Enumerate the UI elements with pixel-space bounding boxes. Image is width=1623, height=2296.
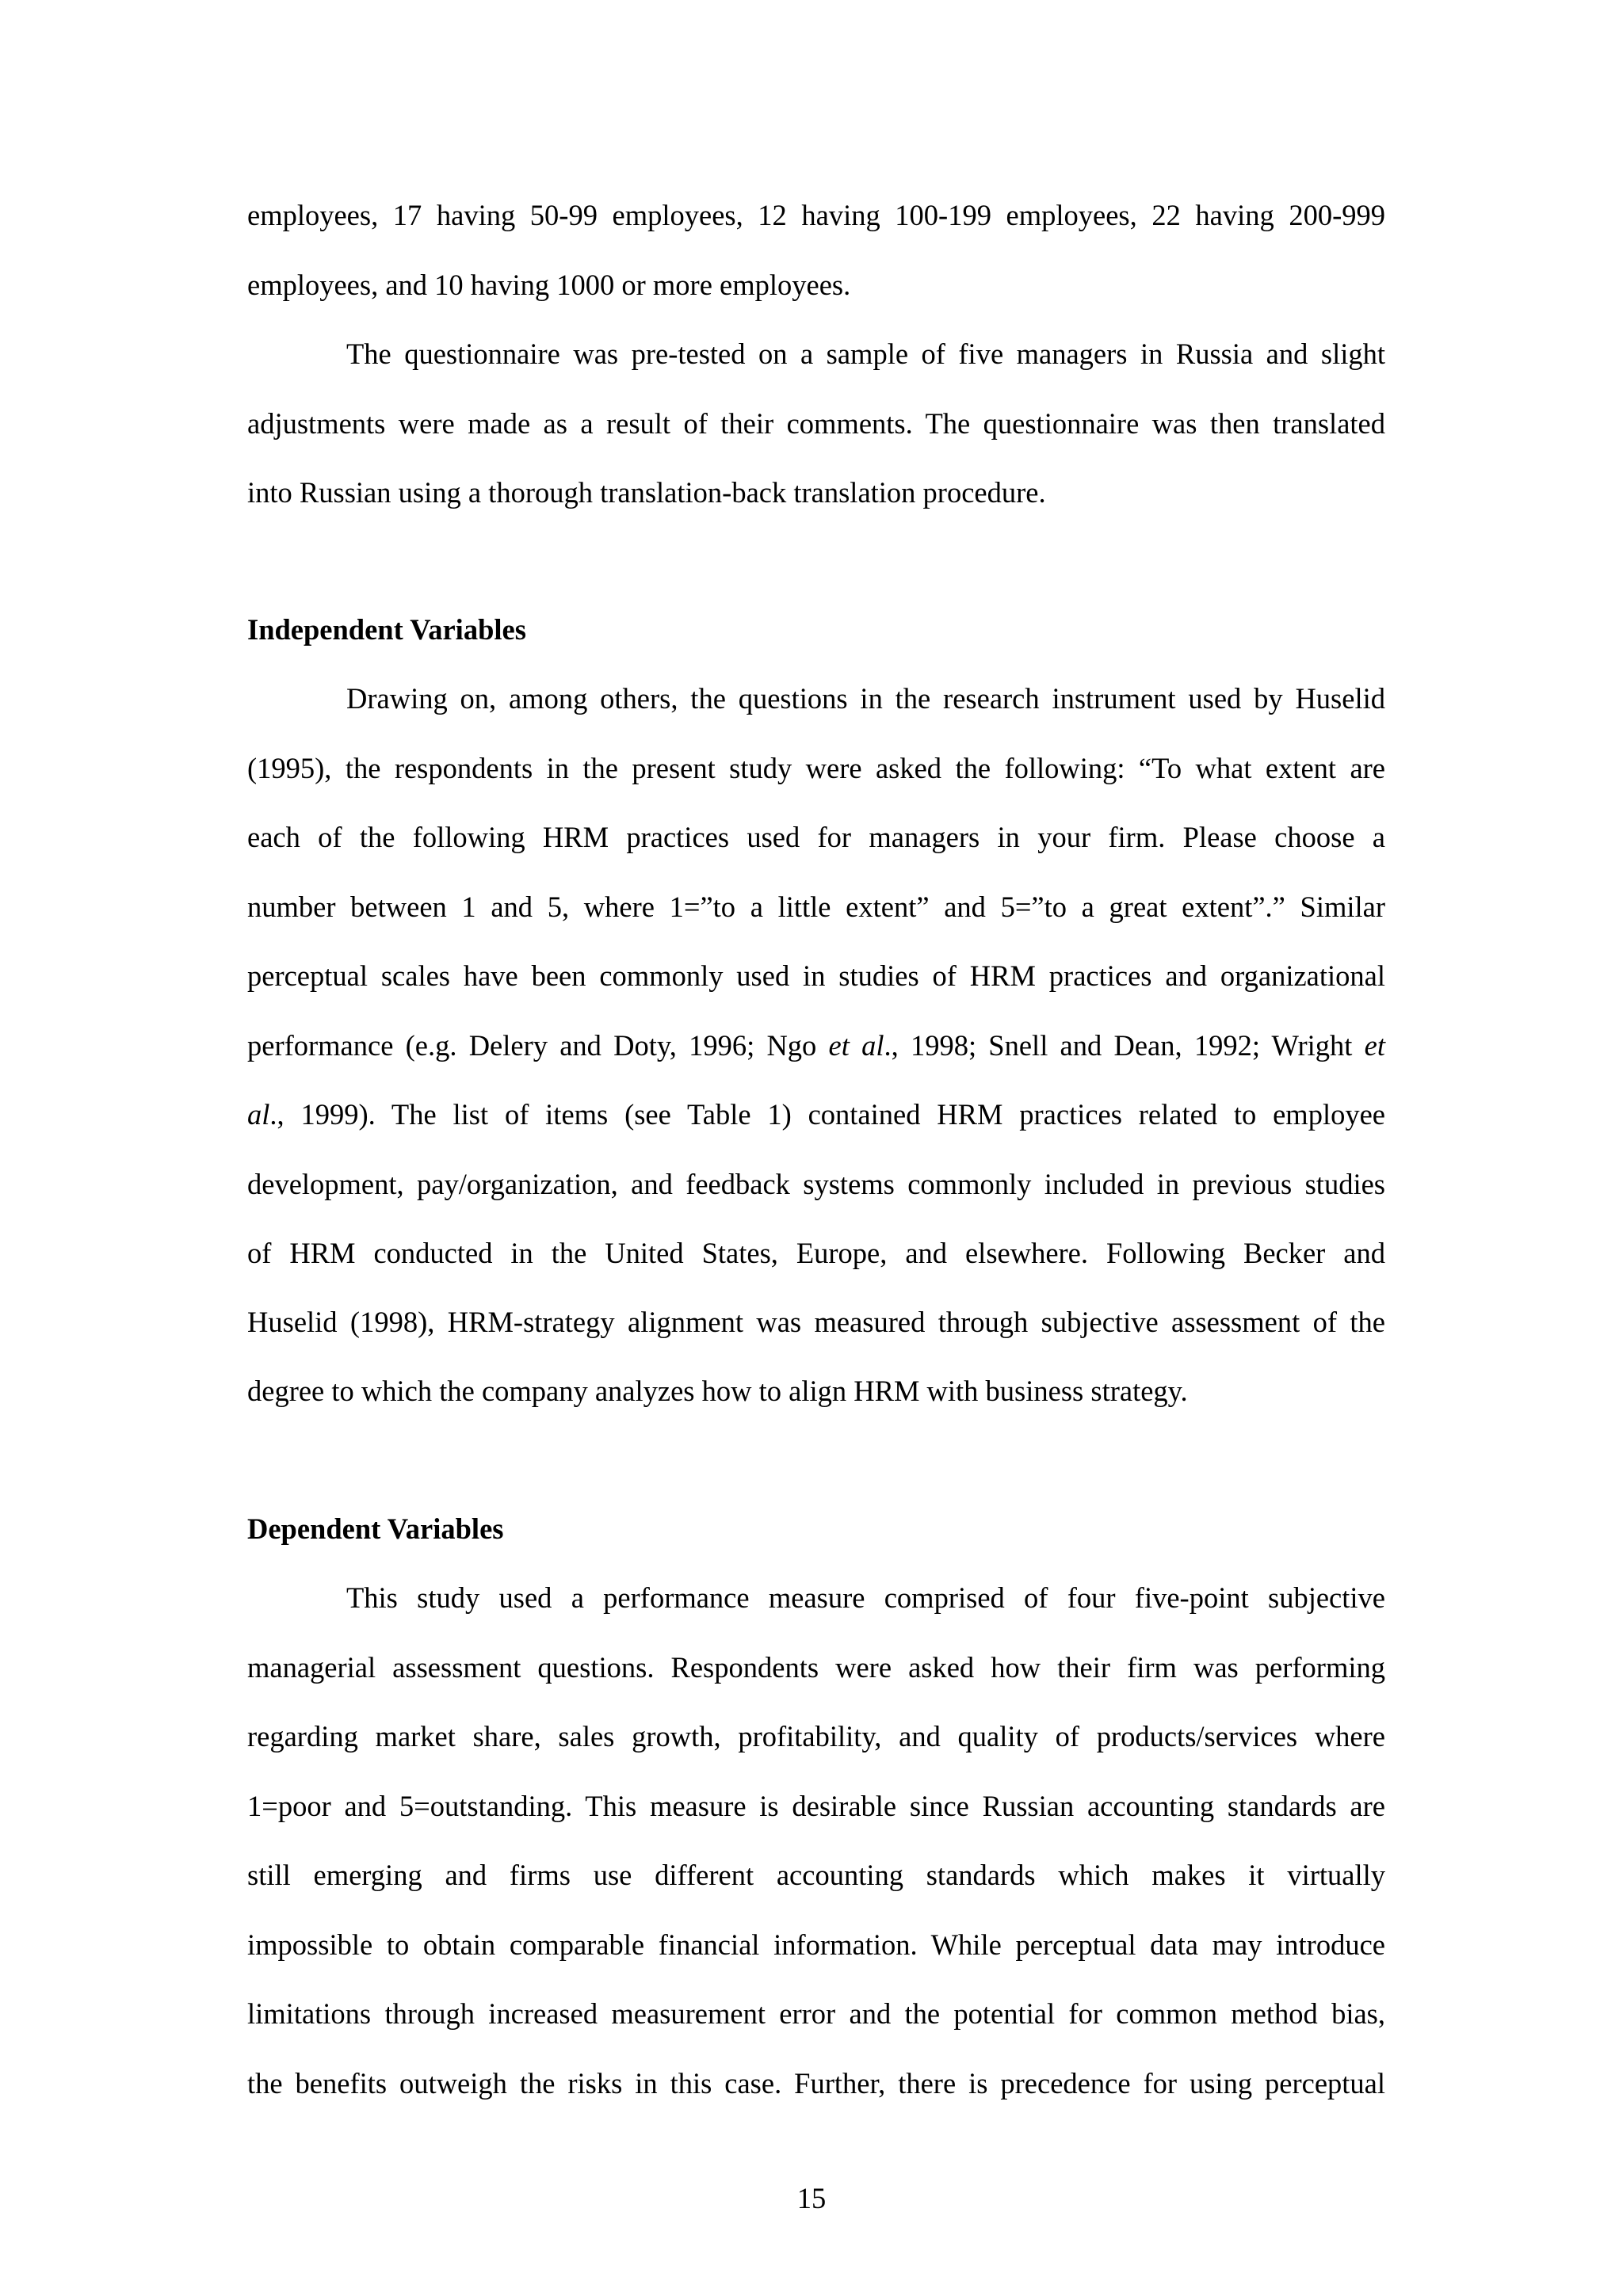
body-text-line: This study used a performance measure comprised of four five-point subjective bbox=[346, 1581, 1385, 1614]
section-heading-independent-variables: Independent Variables bbox=[247, 613, 526, 646]
body-text-line: each of the following HRM practices used for managers in your firm. Please choose a bbox=[247, 821, 1385, 853]
body-text-line: employees, and 10 having 1000 or more employees. bbox=[247, 269, 851, 301]
body-text-line: perceptual scales have been commonly used in studies of HRM practices and organizational bbox=[247, 959, 1385, 992]
body-text-line bbox=[247, 1097, 1385, 1132]
body-text-line: regarding market share, sales growth, profitability, and quality of products/services where bbox=[247, 1720, 1385, 1753]
text-run: performance (e.g. Delery and Doty, 1996; Ngo bbox=[247, 1029, 829, 1062]
italic-text-run: al bbox=[247, 1098, 270, 1131]
body-text-line: number between 1 and 5, where 1=”to a little extent” and 5=”to a great extent”.” Similar bbox=[247, 891, 1385, 923]
body-text-line: The questionnaire was pre-tested on a sample of five managers in Russia and slight bbox=[346, 338, 1385, 370]
body-text-line: of HRM conducted in the United States, Europe, and elsewhere. Following Becker and bbox=[247, 1237, 1385, 1269]
body-text-line: the benefits outweigh the risks in this case. Further, there is precedence for using perceptual bbox=[247, 2067, 1385, 2100]
body-text-line: managerial assessment questions. Respondents were asked how their firm was performing bbox=[247, 1651, 1385, 1684]
body-text-line bbox=[247, 1028, 1385, 1063]
body-text-line: (1995), the respondents in the present study were asked the following: “To what extent are bbox=[247, 752, 1385, 784]
text-run: ., 1999). The list of items (see Table 1) contained HRM practices related to employee bbox=[269, 1098, 1385, 1131]
italic-text-run: et al bbox=[828, 1029, 884, 1062]
body-text-line: Huselid (1998), HRM-strategy alignment was measured through subjective assessment of the bbox=[247, 1306, 1385, 1338]
body-text-line: development, pay/organization, and feedback systems commonly included in previous studies bbox=[247, 1168, 1385, 1200]
body-text-line: limitations through increased measurement error and the potential for common method bias, bbox=[247, 1997, 1385, 2030]
body-text-line: employees, 17 having 50-99 employees, 12 having 100-199 employees, 22 having 200-999 bbox=[247, 199, 1385, 231]
page-number: 15 bbox=[796, 2182, 827, 2214]
body-text-line: still emerging and firms use different accounting standards which makes it virtually bbox=[247, 1859, 1385, 1891]
section-heading-dependent-variables: Dependent Variables bbox=[247, 1512, 504, 1545]
body-text-line: adjustments were made as a result of their comments. The questionnaire was then translated bbox=[247, 407, 1385, 440]
body-text-line: into Russian using a thorough translation-back translation procedure. bbox=[247, 476, 1046, 509]
body-text-line: degree to which the company analyzes how to align HRM with business strategy. bbox=[247, 1375, 1188, 1407]
body-text-line: 1=poor and 5=outstanding. This measure is desirable since Russian accounting standards are bbox=[247, 1790, 1385, 1822]
italic-text-run: et bbox=[1364, 1029, 1385, 1062]
body-text-line: impossible to obtain comparable financial information. While perceptual data may introduce bbox=[247, 1928, 1385, 1961]
text-run: ., 1998; Snell and Dean, 1992; Wright bbox=[884, 1029, 1365, 1062]
body-text-line: Drawing on, among others, the questions in the research instrument used by Huselid bbox=[346, 682, 1385, 715]
